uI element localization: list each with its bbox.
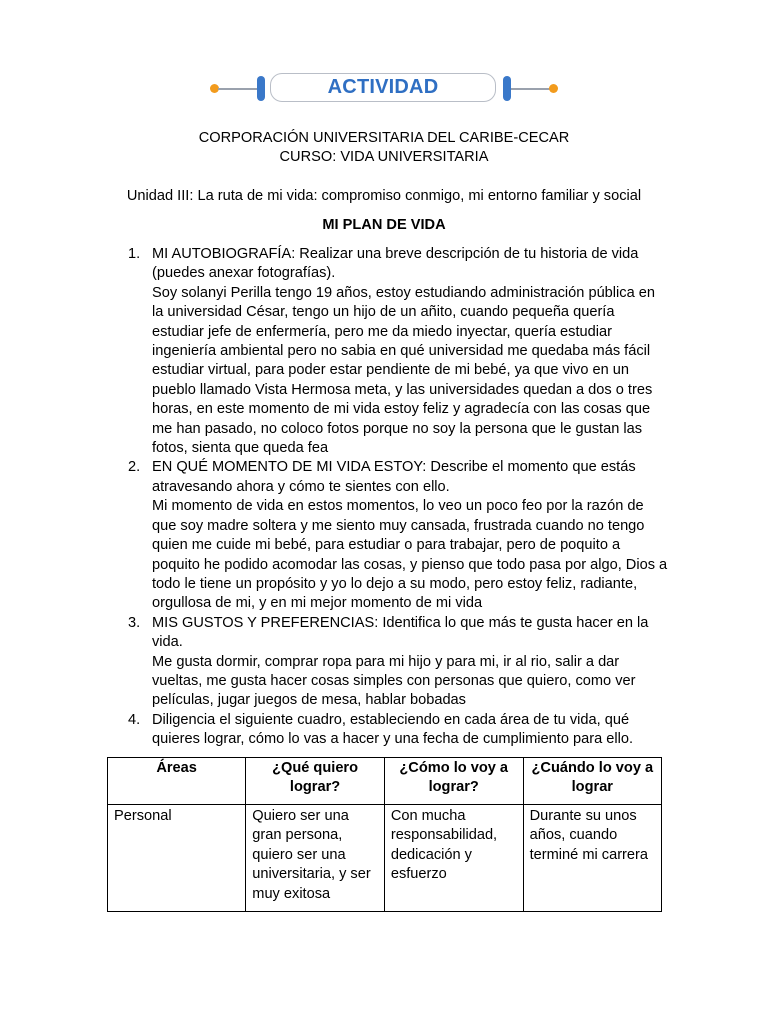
activity-label: ACTIVIDAD xyxy=(270,73,496,102)
item-number: 4. xyxy=(128,711,141,728)
table-cell-how: Con mucha responsabilidad, dedicación y esfuerzo xyxy=(384,805,523,912)
table-cell-what: Quiero ser una gran persona, quiero ser una universitaria, y ser muy exitosa xyxy=(246,805,385,912)
column-header-areas: Áreas xyxy=(108,758,246,805)
unit-title: Unidad III: La ruta de mi vida: compromiso conmigo, mi entorno familiar y social xyxy=(126,188,642,204)
right-connector-line xyxy=(511,88,551,90)
left-pill-icon xyxy=(257,76,265,101)
item-answer: Me gusta dormir, comprar ropa para mi hijo y para mi, ir al rio, salir a dar vueltas, me gusta hacer cosas simples con personas que quiero, como ver películas, jugar juegos de mesa, hablar bobadas xyxy=(152,653,636,709)
list-item xyxy=(128,458,668,613)
life-plan-table xyxy=(107,757,662,912)
column-header-what: ¿Qué quiero lograr? xyxy=(246,758,385,805)
institution-title: CORPORACIÓN UNIVERSITARIA DEL CARIBE-CECAR xyxy=(198,130,570,146)
table-row xyxy=(108,805,662,912)
list-item xyxy=(128,614,668,711)
question-list xyxy=(128,245,668,750)
table-cell-area: Personal xyxy=(108,805,246,912)
item-number: 1. xyxy=(128,246,141,262)
activity-banner xyxy=(0,72,768,106)
column-header-when: ¿Cuándo lo voy a lograr xyxy=(523,758,661,805)
right-dot-icon xyxy=(549,84,558,93)
item-prompt: EN QUÉ MOMENTO DE MI VIDA ESTOY: Describe el momento que estás atravesando ahora y cómo te sientes con ello. xyxy=(152,459,636,495)
course-title: CURSO: VIDA UNIVERSITARIA xyxy=(279,149,489,165)
table-header-row xyxy=(108,758,662,805)
left-connector-line xyxy=(218,88,258,90)
item-number: 2. xyxy=(128,459,141,476)
item-answer: Mi momento de vida en estos momentos, lo veo un poco feo por la razón de que soy madre soltera y me siento muy cansada, frustrada cuando no tengo quien me cuide mi bebé, para estudiar o para trabajar, pero de poquito a poquito he podido acomodar las cosas, y pienso que todo pasa por algo, Dios a todo le tiene un propósito y yo lo dejo a su modo, pero estoy feliz, radiante, orgullosa de mi, y en mi mejor momento de mi vida xyxy=(152,498,668,612)
item-prompt: MI AUTOBIOGRAFÍA: Realizar una breve descripción de tu historia de vida (puedes anexar fotografías). xyxy=(152,246,639,282)
item-number: 3. xyxy=(128,614,141,631)
right-pill-icon xyxy=(503,76,511,101)
column-header-how: ¿Cómo lo voy a lograr? xyxy=(384,758,523,805)
list-item xyxy=(128,245,668,458)
item-answer: Soy solanyi Perilla tengo 19 años, estoy estudiando administración pública en la universidad César, tengo un hijo de un añito, cuando pequeña quería estudiar jefe de enfermería, pero me da miedo inyectar, quería estudiar ingeniería ambiental pero no sabia en qué universidad me quedaba más fácil estudiar virtual, para poder estar pendiente de mi bebé, ya que vivo en un pueblo llamado Vista Hermosa meta, y las universidades quedan a dos o tres horas, en este momento de mi vida estoy feliz y agradecía con las cosas que me han pasado, no coloco fotos porque no soy la persona que le gustan las fotos, sienta que queda fea xyxy=(152,284,655,457)
item-prompt: Diligencia el siguiente cuadro, estableciendo en cada área de tu vida, qué quieres lograr, cómo lo vas a hacer y una fecha de cumplimiento para ello. xyxy=(152,711,634,748)
section-title: MI PLAN DE VIDA xyxy=(322,217,446,233)
table-cell-when: Durante su unos años, cuando terminé mi carrera xyxy=(523,805,661,912)
item-prompt: MIS GUSTOS Y PREFERENCIAS: Identifica lo que más te gusta hacer en la vida. xyxy=(152,614,649,651)
list-item xyxy=(128,711,668,750)
